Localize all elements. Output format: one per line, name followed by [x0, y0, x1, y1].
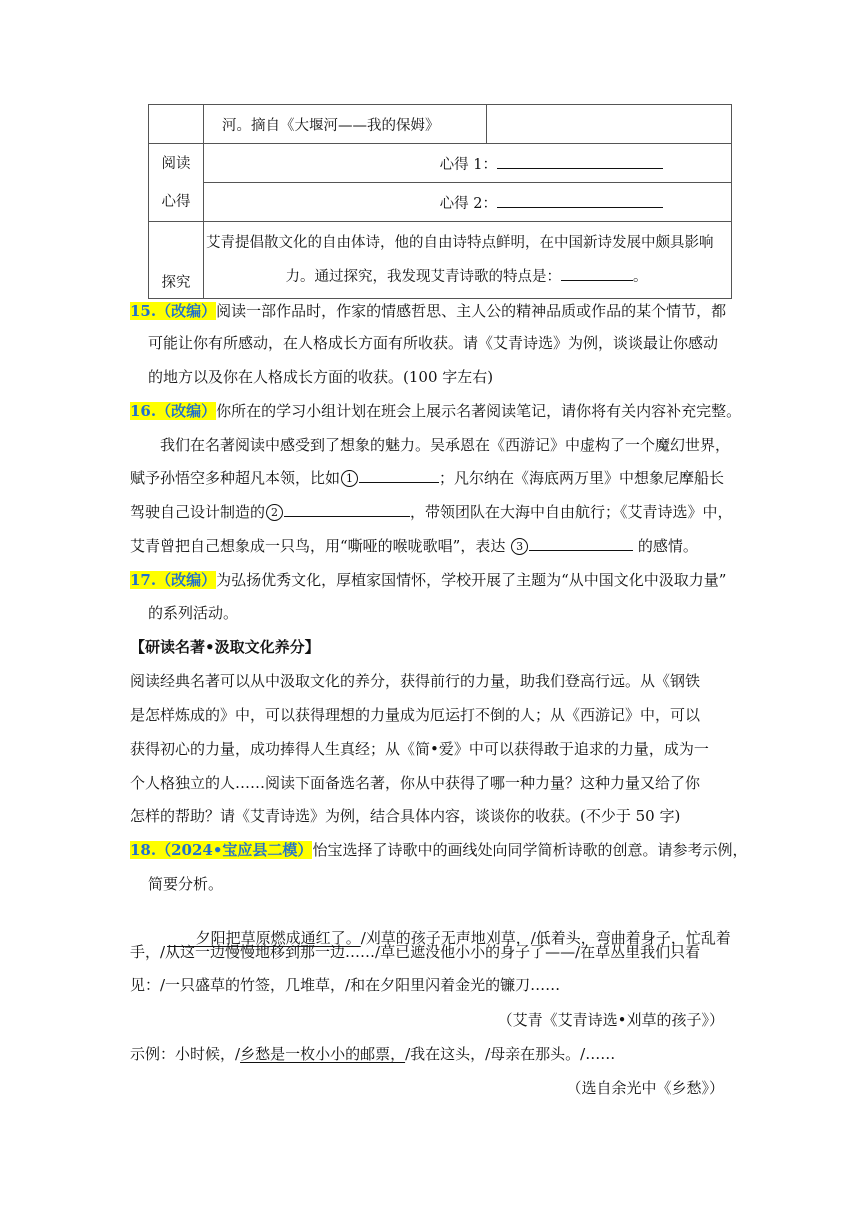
reading-notes-table: [148, 104, 732, 299]
underlined-text: 乡愁是一枚小小的邮票，: [240, 1045, 406, 1063]
question-number: 18.（2024•宝应县二模）: [130, 841, 313, 859]
xinde-2-field[interactable]: 心得 2：: [204, 183, 732, 222]
source-citation: （选自余光中《乡愁》）: [566, 1079, 724, 1097]
answer-blank[interactable]: [284, 502, 410, 517]
table-cell-empty: [149, 105, 204, 144]
text-line: 获得初心的力量，成功捧得人生真经；从《简•爱》中可以获得敢于追求的力量，成为一: [130, 740, 709, 758]
text-line: 艾青曾把自己想象成一只鸟，用“嘶哑的喉咙歌唱”，表达 3 的感情。: [130, 537, 698, 555]
circled-number: 3: [511, 538, 528, 555]
source-citation: （艾青《艾青诗选•刈草的孩子》）: [497, 1011, 724, 1029]
text-line: 是怎样炼成的》中，可以获得理想的力量成为厄运打不倒的人；从《西游记》中，可以: [130, 706, 701, 724]
circled-number: 2: [266, 504, 283, 521]
circled-number: 1: [341, 470, 358, 487]
text-line: 阅读经典名著可以从中汲取文化的养分，获得前行的力量，助我们登高行远。从《钢铁: [130, 672, 701, 690]
text-line: 驾驶自己设计制造的 2 ，带领团队在大海中自由航行；《艾青诗选》中，: [130, 503, 733, 521]
explore-content: 艾青提倡散文化的自由体诗，他的自由诗特点鲜明，在中国新诗发展中颇具影响 力。通过探究，我发现艾青诗歌的特点是： 。: [204, 222, 732, 299]
text-line: 赋予孙悟空多种超凡本领，比如 1 ；凡尔纳在《海底两万里》中想象尼摩船长: [130, 469, 725, 487]
explore-label: 探究: [149, 222, 204, 299]
text-line: 的系列活动。: [148, 604, 239, 622]
question-number: 17.（改编）: [130, 571, 217, 589]
xinde-1-field[interactable]: 心得 1：: [204, 144, 732, 183]
question-16: 16.（改编）你所在的学习小组计划在班会上展示名著阅读笔记，请你将有关内容补充完整。: [130, 402, 742, 420]
text-line: 简要分析。: [148, 875, 224, 893]
answer-blank[interactable]: [359, 468, 439, 483]
question-17: 17.（改编）为弘扬优秀文化，厚植家国情怀，学校开展了主题为“从中国文化中汲取力量”: [130, 571, 727, 589]
question-15: 15.（改编）阅读一部作品时，作家的情感哲思、主人公的精神品质或作品的某个情节，都: [130, 302, 727, 320]
text-line: 可能让你有所感动，在人格成长方面有所收获。请《艾青诗选》为例，谈谈最让你感动: [148, 334, 719, 352]
answer-blank[interactable]: [497, 193, 663, 208]
example-line: 示例：小时候，/乡愁是一枚小小的邮票，/我在这头，/母亲在那头。/……: [130, 1045, 616, 1063]
text-line: 怎样的帮助？请《艾青诗选》为例，结合具体内容，谈谈你的收获。(不少于 50 字): [130, 807, 681, 825]
text-line: 我们在名著阅读中感受到了想象的魅力。吴承恩在《西游记》中虚构了一个魔幻世界，: [160, 436, 731, 454]
poem-line: 手，/从这一边慢慢地移到那一边……/草已遮没他小小的身子了——/在草丛里我们只看: [130, 943, 701, 961]
table-cell-empty: [487, 105, 732, 144]
answer-blank[interactable]: [561, 266, 633, 281]
section-heading: 【研读名著•汲取文化养分】: [130, 638, 320, 656]
answer-blank[interactable]: [497, 154, 663, 169]
poem-line: 夕阳把草原燃成通红了。/刈草的孩子无声地刈草，/低着头，弯曲着身子，忙乱着: [167, 929, 731, 947]
underlined-text: 夕阳把草原燃成通红了。: [167, 929, 361, 947]
reading-notes-label: 阅读心得: [149, 144, 204, 222]
question-18: 18.（2024•宝应县二模）怡宝选择了诗歌中的画线处向同学简析诗歌的创意。请参考示例，: [130, 841, 748, 859]
text-line: 个人格独立的人……阅读下面备选名著，你从中获得了哪一种力量？这种力量又给了你: [130, 774, 701, 792]
text-line: 的地方以及你在人格成长方面的收获。(100 字左右): [148, 368, 494, 386]
question-number: 16.（改编）: [130, 402, 217, 420]
poem-line: 见：/一只盛草的竹签，几堆草，/和在夕阳里闪着金光的镰刀……: [130, 976, 561, 994]
table-cell-excerpt: 河。摘自《大堰河——我的保姆》: [204, 105, 487, 144]
answer-blank[interactable]: [529, 536, 633, 551]
question-number: 15.（改编）: [130, 302, 217, 320]
